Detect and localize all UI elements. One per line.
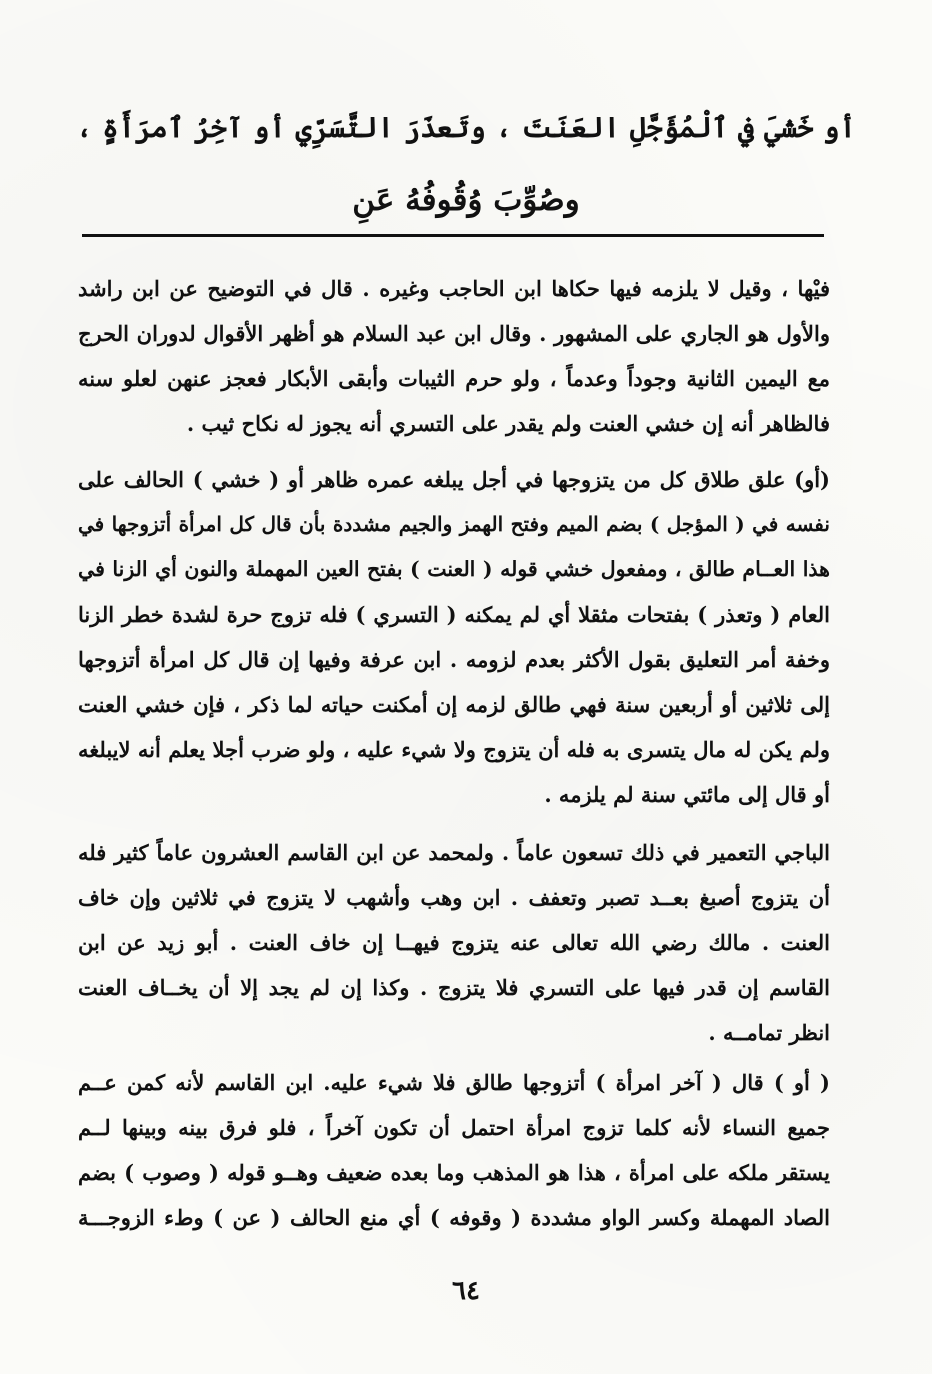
text-line: انظر تمامــه .: [708, 1020, 830, 1045]
text-line: ( أو ) قال ( آخر امرأة ) أتزوجها طالق فلا شيء عليه. ابن القاسم لأنه كمن عــم: [78, 1070, 830, 1095]
text-line: الصاد المهملة وكسر الواو مشددة ( وقوفه ) أي منع الحالف ( عن ) وطء الزوجـــة: [78, 1205, 830, 1230]
text-line: فيْها ، وقيل لا يلزمه فيها حكاها ابن الحاجب وغيره . قال في التوضيح عن ابن راشد: [78, 276, 830, 301]
text-line: يستقر ملكه على امرأة ، هذا هو المذهب وما بعده ضعيف وهــو قوله ( وصوب ) بضم: [78, 1160, 830, 1185]
text-line: جميع النساء لأنه كلما تزوج امرأة احتمل أن تكون آخراً ، فلو فرق بينه وبينها لــم: [78, 1115, 830, 1140]
text-line: العام ( وتعذر ) بفتحات مثقلا أي لم يمكنه ( التسري ) فله تزوج حرة لشدة خطر الزنا: [78, 602, 830, 627]
text-line: القاسم إن قدر فيها على التسري فلا يتزوج . وكذا إن لم يجد إلا أن يخــاف العنت: [78, 975, 830, 1000]
verse-line: وصُوِّبَ وُقُوفُهُ عَنِ: [352, 182, 580, 218]
text-line: نفسه في ( المؤجل ) بضم الميم وفتح الهمز والجيم مشددة بأن قال كل امرأة أتزوجها في: [78, 512, 830, 536]
text-line: الباجي التعمير في ذلك تسعون عاماً . ولمحمد عن ابن القاسم العشرون عاماً كثير فله: [78, 840, 830, 865]
page-number: ٦٤: [452, 1276, 480, 1306]
text-line: أن يتزوج أصبغ بعــد تصبر وتعفف . ابن وهب وأشهب لا يتزوج في ثلاثين وإن خاف: [78, 885, 830, 910]
text-line: هذا العــام طالق ، ومفعول خشي قوله ( العنت ) بفتح العين المهملة والنون أي الزنا في: [78, 557, 830, 581]
commentary-paragraph: [78, 1060, 830, 1240]
text-line: مع اليمين الثانية وجوداً وعدماً ، ولو حرم الثيبات وأبقى الأبكار فعجز عنهن لعلو سنه: [78, 366, 830, 391]
text-line: إلى ثلاثين أو أربعين سنة فهي طالق لزمه إن أمكنت حياته لما ذكر ، فإن خشي العنت: [78, 692, 830, 717]
text-line: (أو) علق طلاق كل من يتزوجها في أجل يبلغه عمره ظاهر أو ( خشي ) الحالف على: [78, 467, 830, 492]
commentary-paragraph: [78, 830, 830, 1055]
text-line: فالظاهر أنه إن خشي العنت ولم يقدر على التسري أنه يجوز له نكاح ثيب .: [186, 411, 830, 436]
text-line: أو قال إلى مائتي سنة لم يلزمه .: [544, 782, 830, 807]
text-line: وخفة أمر التعليق بقول الأكثر بعدم لزومه . ابن عرفة وفيها إن قال كل امرأة أتزوجها: [78, 647, 830, 672]
commentary-paragraph: [78, 266, 830, 446]
verse-line: أو خَشيَ في ٱلْمُؤَجَّلِ العَنَتَ ، وتَعذَرَ التَّسَرِّي أو آخِرُ ٱمرَأَةٍ ،: [76, 111, 856, 144]
commentary-paragraph: [78, 457, 830, 817]
text-line: ولم يكن له مال يتسرى به فله أن يتزوج ولا شيء عليه ، ولو ضرب أجلا يعلم أنه لايبلغه: [78, 737, 830, 762]
text-line: العنت . مالك رضي الله تعالى عنه يتزوج فيهــا إن خاف العنت . أبو زيد عن ابن: [78, 930, 830, 955]
heading-divider: [82, 234, 824, 237]
text-line: والأول هو الجاري على المشهور . وقال ابن عبد السلام هو أظهر الأقوال لدوران الحرج: [78, 321, 830, 346]
verse-heading: [70, 92, 862, 236]
